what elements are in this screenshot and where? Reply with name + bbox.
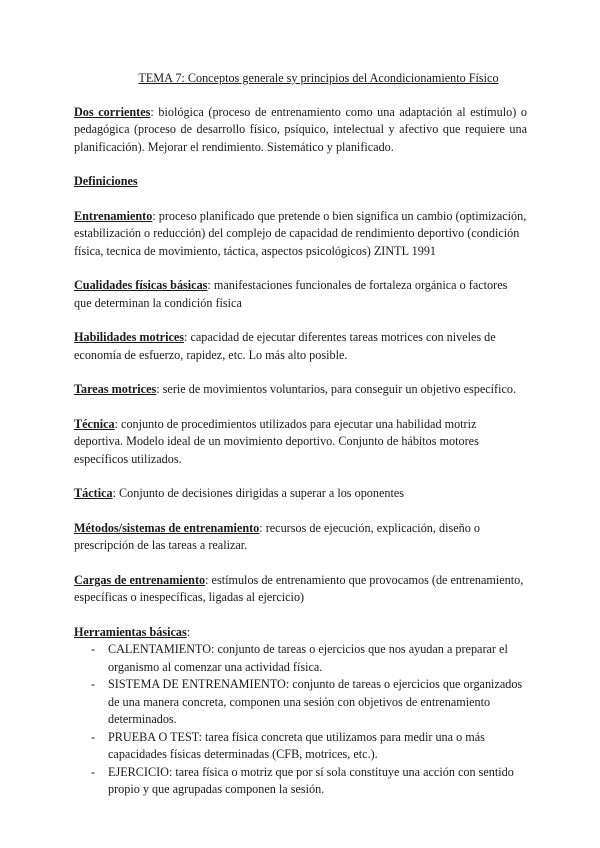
- definition-cargas: [74, 572, 527, 607]
- definition-metodos: [74, 520, 527, 555]
- dash-bullet: -: [91, 677, 96, 691]
- definition-text: : serie de movimientos voluntarios, para conseguir un objetivo específico.: [156, 382, 517, 396]
- herramientas-list: [74, 641, 527, 799]
- list-item: - PRUEBA O TEST: tarea física concreta que utilizamos para medir una o más capacidades físicas determinadas (CFB, motrices, etc.).: [91, 729, 485, 761]
- paragraph-dos-corrientes: [74, 104, 527, 157]
- section-heading-definiciones: Definiciones: [74, 174, 138, 188]
- herramientas-heading: Herramientas básicas:: [74, 624, 191, 639]
- section-herramientas: [74, 624, 527, 799]
- term: Técnica: [74, 416, 115, 431]
- document-page: [74, 70, 527, 799]
- term: Táctica: [74, 486, 113, 500]
- definition-text: : proceso planificado que pretende o bien significa un cambio (optimización, estabilización o reducción) del complejo de capacidad de rendimiento deportivo (condición física, tecnica de movimiento, táctica, aspectos psicológicos) ZINTL 1991: [74, 208, 527, 258]
- definition-habilidades-motrices: [74, 329, 527, 364]
- definition-cualidades-fisicas: [74, 277, 527, 312]
- definition-text: : manifestaciones funcionales de fortaleza orgánica o factores que determinan la condición física: [74, 278, 508, 310]
- definition-text: : recursos de ejecución, explicación, diseño o prescripción de las tareas a realizar.: [74, 520, 480, 552]
- term: Cualidades físicas básicas: [74, 278, 208, 292]
- definition-tactica: [74, 485, 527, 503]
- definition-text: : capacidad de ejecutar diferentes tareas motrices con niveles de economía de esfuerzo, rapidez, etc. Lo más alto posible.: [74, 330, 496, 362]
- definition-dos-corrientes: : biológica (proceso de entrenamiento como una adaptación al estímulo) o pedagógica (proceso de desarrollo físico, psíquico, intelectual y afectivo que requiere una planificación). Mejorar el rendimiento. Sistemático y planificado.: [74, 104, 528, 154]
- definition-entrenamiento: [74, 208, 527, 261]
- list-item: - SISTEMA DE ENTRENAMIENTO: conjunto de tareas o ejercicios que organizados de una manera concreta, componen una sesión con objetivos de entrenamiento determinados.: [91, 677, 523, 726]
- term-dos-corrientes: Dos corrientes: [74, 104, 151, 119]
- definition-tecnica: [74, 416, 527, 469]
- definition-tareas-motrices: [74, 381, 527, 399]
- term: Entrenamiento: [74, 208, 153, 223]
- term: Tareas motrices: [74, 382, 157, 396]
- term: Habilidades motrices: [74, 330, 185, 344]
- list-item: - CALENTAMIENTO: conjunto de tareas o ejercicios que nos ayudan a preparar el organismo al comenzar una actividad física.: [91, 642, 508, 674]
- definition-text: : estímulos de entrenamiento que provocamos (de entrenamiento, específicas o inespecíficas, ligadas al ejercicio): [74, 572, 524, 604]
- term: Métodos/sistemas de entrenamiento: [74, 520, 260, 535]
- definition-text: : Conjunto de decisiones dirigidas a superar a los oponentes: [112, 486, 405, 500]
- term: Cargas de entrenamiento: [74, 572, 206, 587]
- definition-text: : conjunto de procedimientos utilizados para ejecutar una habilidad motriz deportiva. Modelo ideal de un movimiento deportivo. Conjunto de hábitos motores específicos utilizados.: [74, 416, 479, 466]
- dash-bullet: -: [91, 642, 96, 656]
- list-item: - EJERCICIO: tarea física o motriz que por sí sola constituye una acción con sentido propio y que agrupadas componen la sesión.: [91, 764, 514, 796]
- dash-bullet: -: [91, 764, 96, 779]
- dash-bullet: -: [91, 729, 96, 744]
- document-title: TEMA 7: Conceptos generale sy principios del Acondicionamiento Físico: [138, 71, 499, 85]
